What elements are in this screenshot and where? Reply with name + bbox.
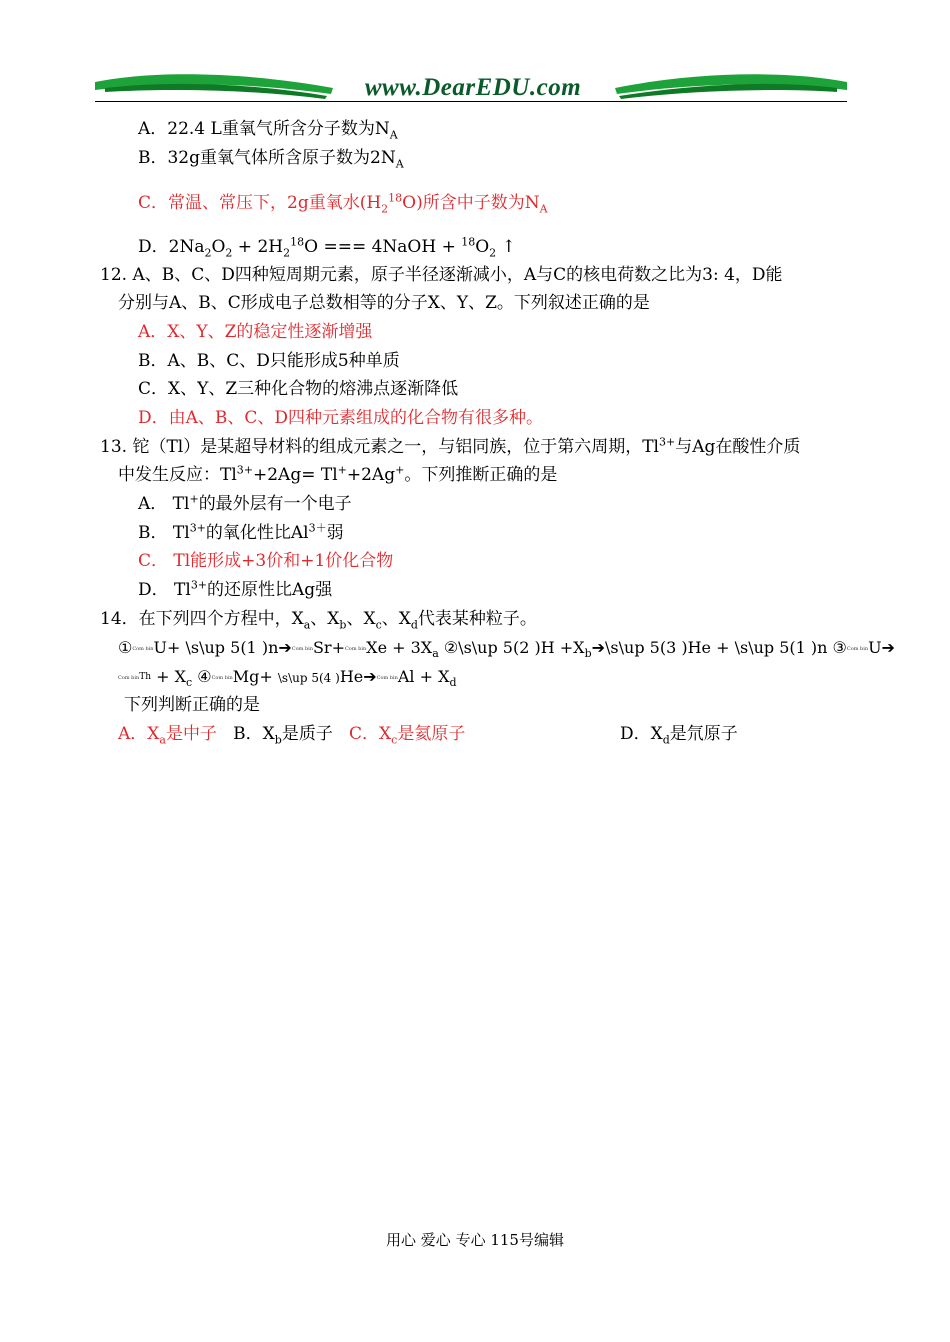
arrow-icon: ➔ (881, 638, 895, 657)
q11-option-d: D．$2Na_2O_2 + 2H_2^{18}O$ === 4NaOH + $^{18}O_2$ ↑ (138, 235, 516, 260)
header-banner (95, 68, 847, 104)
q14-answers (118, 723, 465, 745)
q14-option-d: D．$X_d$是氘原子 (620, 724, 738, 747)
page-footer: 用心 爱心 专心 115号编辑 (386, 1231, 564, 1249)
q14-option-b: B．$X_b$是质子 (233, 724, 333, 747)
q13-stem-line1: 13. 铊（Tl）是某超导材料的组成元素之一，与铝同族，位于第六周期，$Tl^{3+}$与Ag在酸性介质 (100, 435, 801, 457)
q11-option-a: A．22.4 L重氧气所含分子数为$N_A$ (138, 119, 398, 142)
q11-option-b: B．32g重氧气体所含原子数为$2N_A$ (138, 148, 404, 171)
q13-option-b: B． $Tl^{3+}$的氧化性比$Al^{3+}$弱 (138, 521, 344, 543)
q12-stem-line2: 分别与A、B、C形成电子总数相等的分子X、Y、Z。下列叙述正确的是 (118, 293, 650, 313)
arrow-icon: ➔ (278, 638, 292, 657)
arrow-icon: ➔ (591, 638, 606, 657)
q14-equations-line2: Com $bin^{Th} + X_c$ ④Com binMg+ \s\up 5(4 )He➔Com binAl + $X_d$ (118, 667, 457, 690)
site-logo: www.DearEDU.com (364, 74, 582, 101)
q14-stem: 14．在下列四个方程中，$X_a$、$X_b$、$X_c$、$X_d$代表某种粒子。 (100, 609, 537, 632)
q13-option-a: A． Tl+的最外层有一个电子 (138, 492, 352, 514)
q13-stem-line2: 中发生反应：$Tl^{3+}+2Ag= Tl^++2Ag^+$。下列推断正确的是 (118, 463, 558, 485)
q13-option-d: D． $Tl^{3+}$的还原性比Ag强 (138, 578, 333, 600)
q14-option-c: C．$X_c$是氦原子 (349, 724, 466, 747)
q12-option-a: A．X、Y、Z的稳定性逐渐增强 (138, 322, 373, 342)
q12-option-b: B．A、B、C、D只能形成5种单质 (138, 351, 400, 371)
q11-option-c: C．常温、常压下，2g重氧水$(H_2^{18}O)$所含中子数为$N_A$ (138, 191, 548, 216)
q14-judge-prompt: 下列判断正确的是 (124, 695, 260, 715)
q13-option-c: C． Tl能形成+3价和+1价化合物 (138, 551, 394, 571)
header-rule (95, 101, 847, 102)
q14-option-a: A．$X_a$是中子 (118, 724, 217, 747)
arrow-icon: ➔ (363, 667, 377, 686)
q12-option-c: C．X、Y、Z三种化合物的熔沸点逐渐降低 (138, 379, 459, 399)
q12-stem-line1: 12. A、B、C、D四种短周期元素，原子半径逐渐减小，A与C的核电荷数之比为3: 4，D能 (100, 265, 783, 285)
q12-option-d: D．由A、B、C、D四种元素组成的化合物有很多种。 (138, 408, 544, 428)
q14-equations-line1: ①Com binU+ \s\up 5(1 )n➔Com binSr+Com binXe + $3X_a$ ②\s\up 5(2 )$H +X_b➔\backslash s\backslash up$ 5(3 )He + \s\up 5(1 )n ③Com binU➔ (118, 638, 895, 661)
